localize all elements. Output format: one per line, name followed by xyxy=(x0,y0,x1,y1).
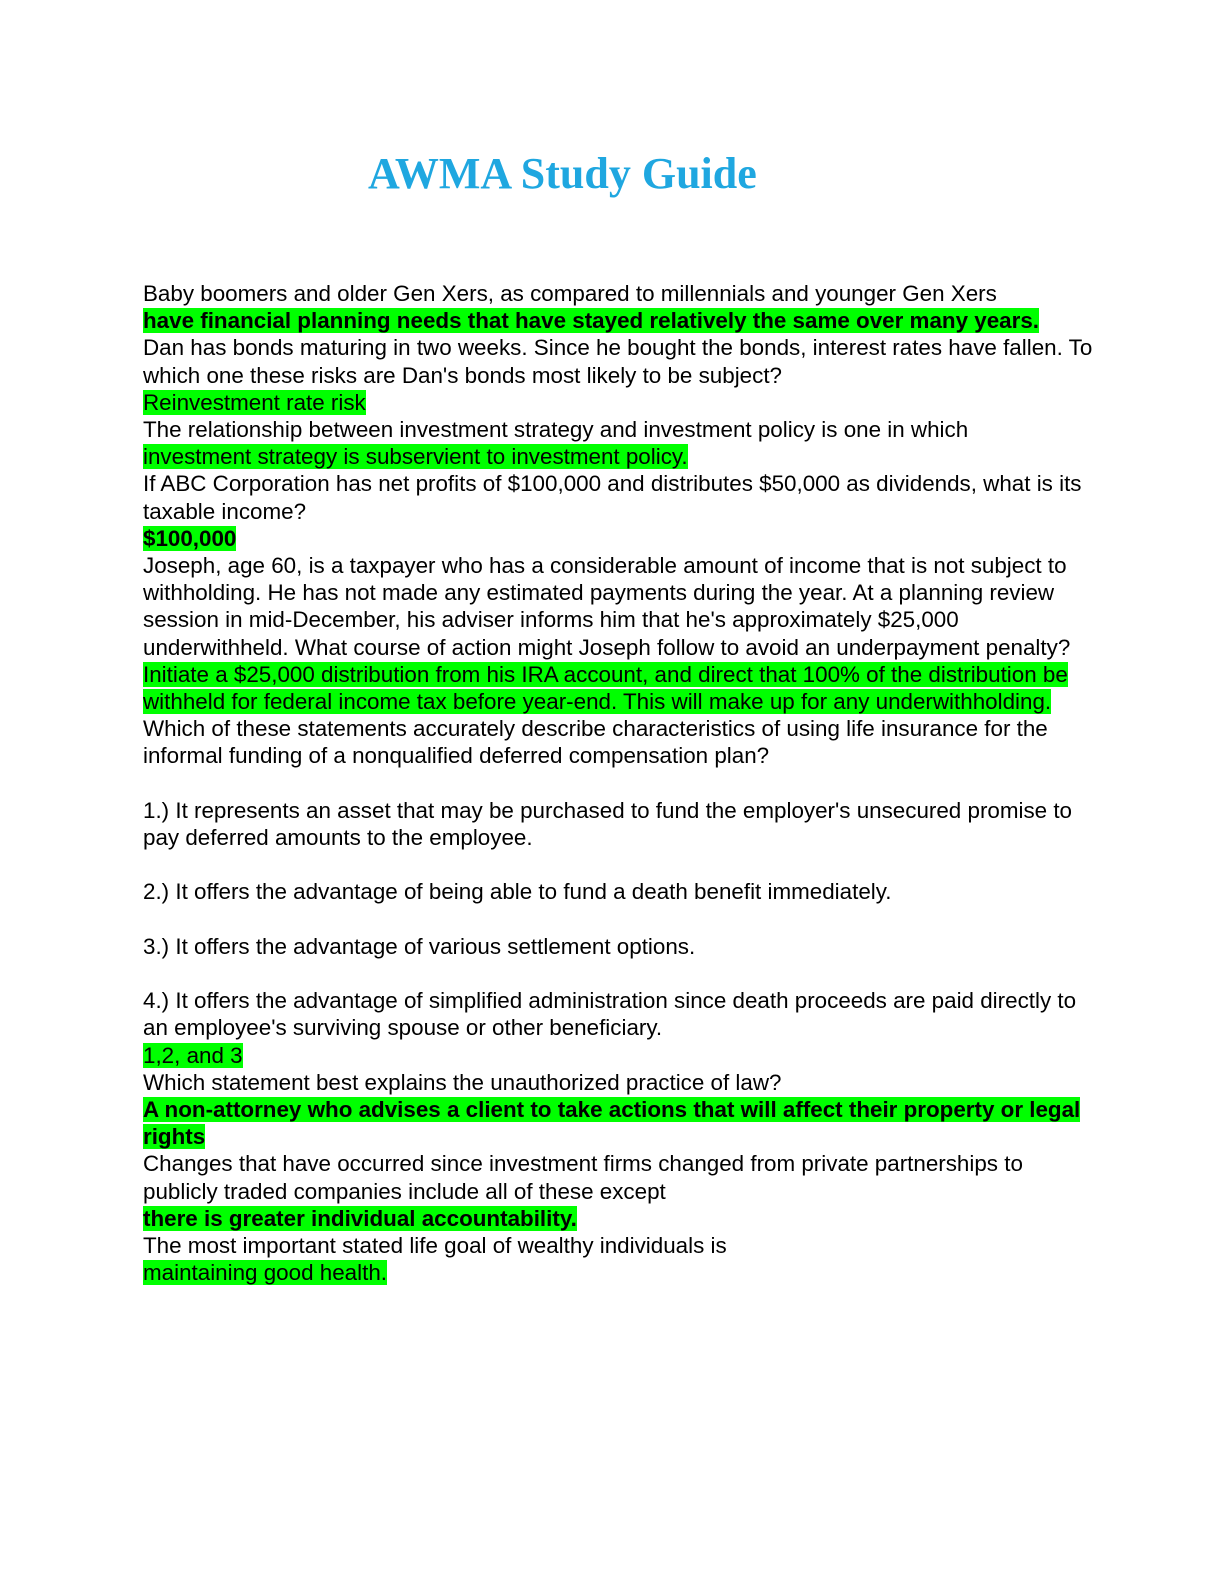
answer-9 xyxy=(143,1259,1103,1286)
answer-4 xyxy=(143,525,1103,552)
blank-line xyxy=(143,960,1103,987)
answer-highlight: investment strategy is subservient to investment policy. xyxy=(143,444,688,470)
blank-line xyxy=(143,906,1103,933)
answer-7 xyxy=(143,1096,1103,1150)
answer-highlight: 1,2, and 3 xyxy=(143,1042,243,1068)
answer-highlight: maintaining good health. xyxy=(143,1260,387,1286)
question-8: Changes that have occurred since investment firms changed from private partnerships to publicly traded companies include all of these except xyxy=(143,1151,1023,1204)
question-2: Dan has bonds maturing in two weeks. Since he bought the bonds, interest rates have fallen. To which one these risks are Dan's bonds most likely to be subject? xyxy=(143,335,1093,388)
answer-2 xyxy=(143,389,1103,416)
question-1: Baby boomers and older Gen Xers, as compared to millennials and younger Gen Xers xyxy=(143,281,997,306)
question-6-option-1: 1.) It represents an asset that may be purchased to fund the employer's unsecured promise to pay deferred amounts to the employee. xyxy=(143,797,1073,851)
document-title: AWMA Study Guide xyxy=(368,149,757,198)
answer-8 xyxy=(143,1205,1103,1232)
answer-highlight: $100,000 xyxy=(143,525,237,551)
blank-line xyxy=(143,770,1103,797)
question-6-option-4: 4.) It offers the advantage of simplified administration since death proceeds are paid directly to an employee's surviving spouse or other beneficiary. xyxy=(143,988,1077,1041)
answer-highlight: Reinvestment rate risk xyxy=(143,389,366,415)
answer-highlight: have financial planning needs that have stayed relatively the same over many years. xyxy=(143,308,1040,334)
question-9: The most important stated life goal of wealthy individuals is xyxy=(143,1233,727,1259)
answer-6 xyxy=(143,1042,1103,1069)
study-guide-body xyxy=(143,280,1103,1286)
answer-highlight: there is greater individual accountability. xyxy=(143,1205,577,1231)
answer-highlight: Initiate a $25,000 distribution from his IRA account, and direct that 100% of the distribution be withheld for federal income tax before year-end. This will make up for any underwithholding. xyxy=(143,661,1068,715)
answer-3 xyxy=(143,443,1103,470)
question-6-option-3: 3.) It offers the advantage of various settlement options. xyxy=(143,933,696,959)
answer-1 xyxy=(143,307,1103,334)
question-4: If ABC Corporation has net profits of $100,000 and distributes $50,000 as dividends, what is its taxable income? xyxy=(143,471,1082,524)
blank-line xyxy=(143,851,1103,878)
question-6-option-2: 2.) It offers the advantage of being able to fund a death benefit immediately. xyxy=(143,879,892,905)
question-7: Which statement best explains the unauthorized practice of law? xyxy=(143,1069,782,1095)
question-5: Joseph, age 60, is a taxpayer who has a considerable amount of income that is not subject to withholding. He has not made any estimated payments during the year. At a planning review session in mid-December, his adviser informs him that he's approximately $25,000 underwithheld. What course of action might Joseph follow to avoid an underpayment penalty? xyxy=(143,553,1071,660)
question-6: Which of these statements accurately describe characteristics of using life insurance for the informal funding of a nonqualified deferred compensation plan? xyxy=(143,716,1048,769)
answer-highlight: A non-attorney who advises a client to take actions that will affect their property or legal rights xyxy=(143,1097,1081,1150)
answer-5 xyxy=(143,661,1103,715)
question-3: The relationship between investment strategy and investment policy is one in which xyxy=(143,417,969,443)
